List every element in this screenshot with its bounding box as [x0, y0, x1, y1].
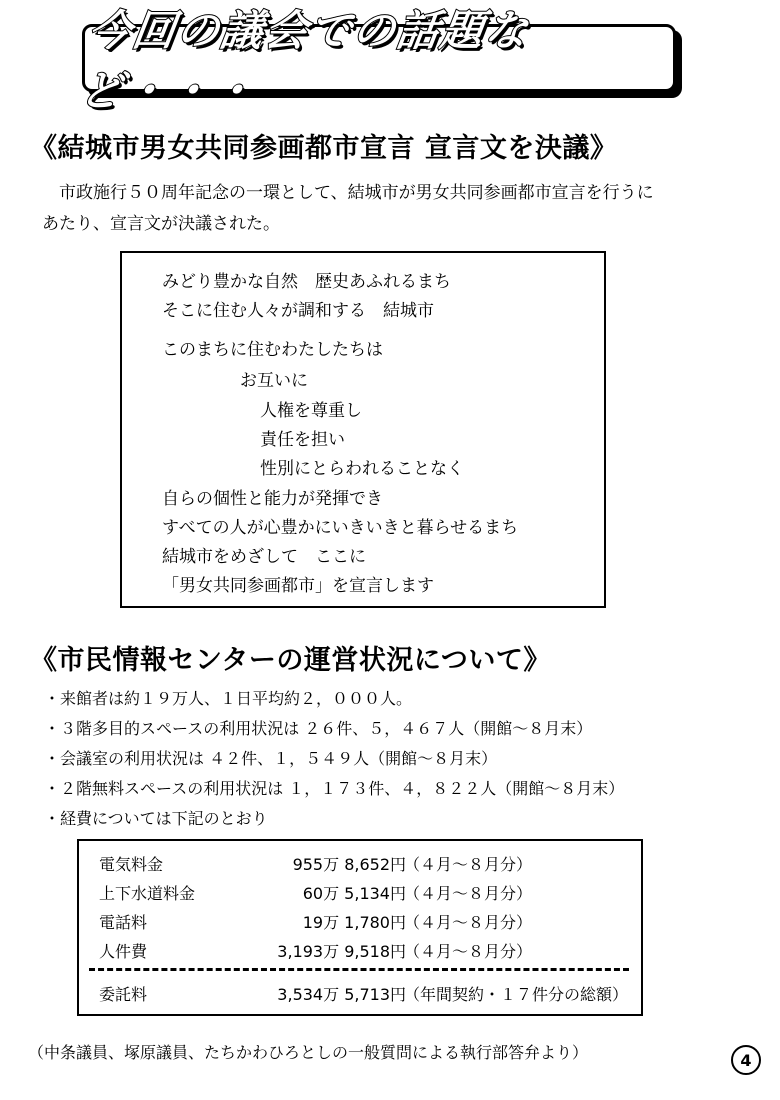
bullet-item: ・来館者は約１９万人、１日平均約２，０００人。: [44, 689, 413, 708]
expense-amount: 19万 1,780円: [302, 913, 406, 932]
expense-label: 委託料: [99, 985, 148, 1004]
bullet-item: ・会議室の利用状況は ４２件、１，５４９人（開館～８月末）: [44, 749, 498, 768]
title-banner: [76, 6, 684, 115]
declaration-line: 「男女共同参画都市」を宣言します: [162, 576, 434, 596]
intro-paragraph: [42, 178, 742, 240]
expense-label: 電気料金: [99, 855, 164, 874]
expense-label: 人件費: [99, 942, 148, 961]
expense-amount: 3,193万 9,518円: [277, 942, 406, 961]
declaration-line: 性別にとらわれることなく: [260, 459, 464, 479]
expense-period: （４月～８月分）: [404, 913, 533, 932]
expense-label: 上下水道料金: [99, 884, 196, 903]
banner-frame: [76, 6, 676, 115]
expense-table: [77, 839, 643, 1016]
section-heading-info-center: 《市民情報センターの運営状況について》: [30, 645, 551, 676]
expense-amount: 60万 5,134円: [302, 884, 406, 903]
intro-line: 市政施行５０周年記念の一環として、結城市が男女共同参画都市宣言を行うに: [59, 183, 654, 203]
declaration-line: 人権を尊重し: [260, 401, 362, 421]
banner-title: 今回の議会での話題など・・・: [76, 6, 533, 115]
expense-label: 電話料: [99, 913, 148, 932]
declaration-line: 責任を担い: [260, 430, 345, 450]
expense-period: （４月～８月分）: [404, 884, 533, 903]
page-number: [731, 1045, 761, 1075]
declaration-line: 自らの個性と能力が発揮でき: [162, 489, 383, 509]
dashed-divider: [89, 968, 629, 971]
declaration-line: そこに住む人々が調和する 結城市: [162, 301, 434, 321]
expense-period: （年間契約・１７件分の総額）: [404, 985, 629, 1004]
declaration-box: [120, 251, 606, 608]
declaration-line: お互いに: [240, 371, 308, 391]
page-number-text: 4: [740, 1050, 752, 1070]
declaration-line: 結城市をめざして ここに: [162, 547, 366, 567]
declaration-line: このまちに住むわたしたちは: [162, 340, 383, 360]
bullet-item: ・経費については下記のとおり: [44, 809, 268, 828]
declaration-line: すべての人が心豊かにいきいきと暮らせるまち: [162, 518, 519, 538]
section-heading-declaration: 《結城市男女共同参画都市宣言 宣言文を決議》: [30, 133, 618, 164]
expense-period: （４月～８月分）: [404, 942, 533, 961]
intro-line: あたり、宣言文が決議された。: [42, 214, 280, 234]
expense-amount: 3,534万 5,713円: [277, 985, 406, 1004]
expense-amount: 955万 8,652円: [292, 855, 406, 874]
declaration-line: みどり豊かな自然 歴史あふれるまち: [162, 272, 451, 292]
bullet-list: [44, 684, 624, 834]
bullet-item: ・３階多目的スペースの利用状況は ２６件、５，４６７人（開館～８月末）: [44, 719, 593, 738]
source-note: （中条議員、塚原議員、たちかわひろとしの一般質問による執行部答弁より）: [28, 1043, 589, 1062]
expense-period: （４月～８月分）: [404, 855, 533, 874]
bullet-item: ・２階無料スペースの利用状況は １，１７３件、４，８２２人（開館～８月末）: [44, 779, 625, 798]
